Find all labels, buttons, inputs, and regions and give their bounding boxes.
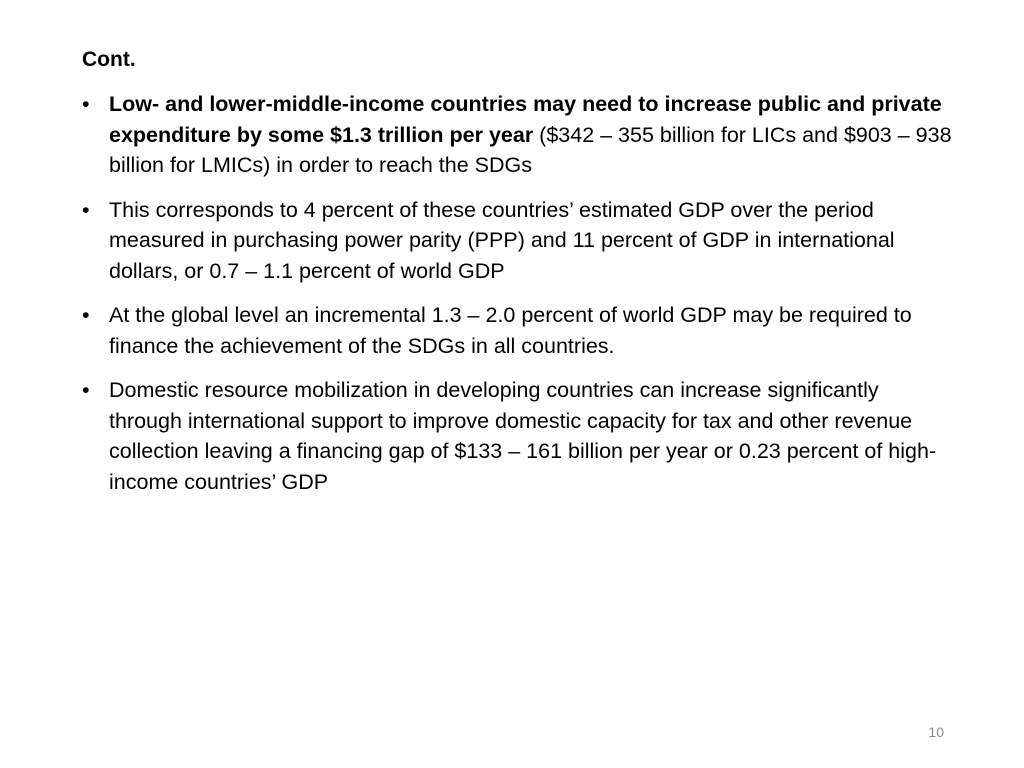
bullet-item-1 [82,89,957,181]
bullet-item-2 [82,195,957,287]
bullet-bold-text: Low- and lower-middle-income countries may need to increase public and private expenditure by some $1.3 trillion per year [109,92,942,147]
bullet-text: ($342 – 355 billion for LICs and $903 – 938 billion for LMICs) in order to reach the SDGs [109,122,952,177]
bullet-icon: • [82,378,90,402]
bullet-list [82,89,957,511]
bullet-text: This corresponds to 4 percent of these countries’ estimated GDP over the period measured in purchasing power parity (PPP) and 11 percent of GDP in international dollars, or 0.7 – 1.1 percent of world GDP [109,197,895,283]
bullet-icon: • [82,92,90,116]
page-number: 10 [928,724,944,740]
slide-heading: Cont. [82,48,136,71]
bullet-text: Domestic resource mobilization in developing countries can increase significantly through international support to improve domestic capacity for tax and other revenue collection leaving a financing gap of $133 – 161 billion per year or 0.23 percent of high-income countries’ GDP [109,378,937,494]
bullet-text: At the global level an incremental 1.3 – 2.0 percent of world GDP may be required to finance the achievement of the SDGs in all countries. [109,303,912,358]
bullet-item-3 [82,300,957,361]
bullet-icon: • [82,303,90,327]
bullet-item-4 [82,375,957,497]
bullet-icon: • [82,197,90,222]
